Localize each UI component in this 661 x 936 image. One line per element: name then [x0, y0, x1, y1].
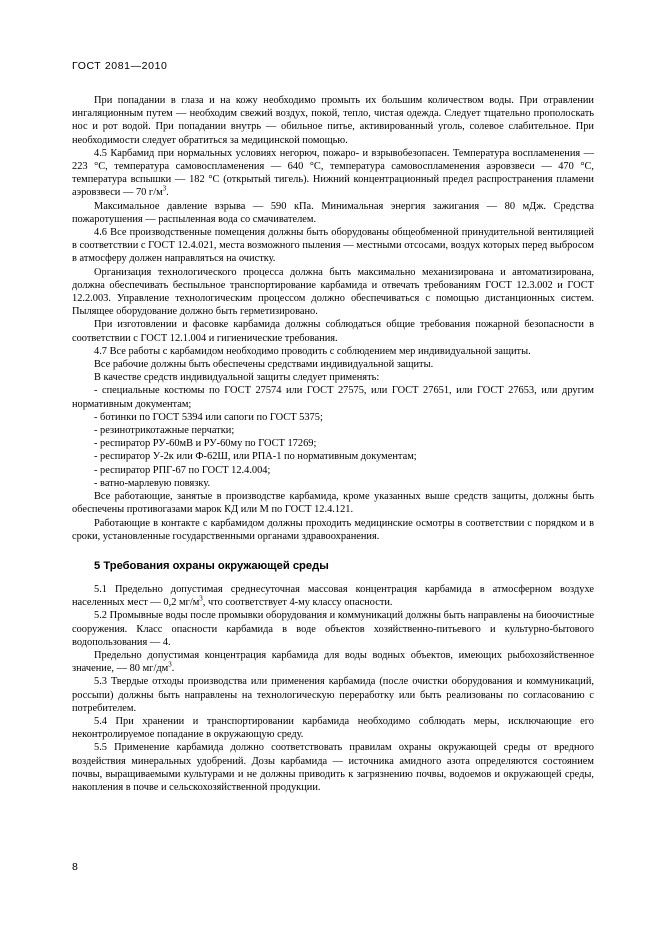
paragraph: Организация технологического процесса должна быть максимально механизирована и автоматизирована, должна обеспечивать беспыльное транспортирование карбамида и отвечать требованиям ГОСТ 12.3.002 и ГОСТ 12.2.003. Управление технологическим процессом должно обеспечиваться с помощью дистанционных систем. Пылящее оборудование должно быть герметизировано. — [72, 266, 594, 318]
paragraph: Работающие в контакте с карбамидом должны проходить медицинские осмотры в соответствии с порядком и в сроки, установленные государственными органами здравоохранения. — [72, 517, 594, 542]
paragraph: 4.6 Все производственные помещения должны быть оборудованы общеобменной принудительной вентиляцией в соответствии с ГОСТ 12.4.021, места возможного пыления — местными отсосами, воздух которых перед выбросом в атмосферу должен направляться на очистку. — [72, 227, 594, 265]
list-item: - респиратор РУ-60мВ и РУ-60му по ГОСТ 17269; — [94, 438, 317, 450]
paragraph: 5.3 Твердые отходы производства или применения карбамида (после очистки оборудования и коммуникаций, россыпи) должны быть направлены на технологическую переработку или быть реализованы по согласованию с потребителем. — [72, 676, 594, 714]
paragraph: Все работающие, занятые в производстве карбамида, кроме указанных выше средств защиты, должны быть обеспечены противогазами марок КД или М по ГОСТ 12.4.121. — [72, 491, 594, 516]
paragraph: Предельно допустимая концентрация карбамида для воды водных объектов, имеющих рыбохозяйственное значение, — 80 $мг/дм^3$. — [72, 649, 594, 675]
page-content — [72, 60, 594, 794]
list-item: - специальные костюмы по ГОСТ 27574 или ГОСТ 27575, или ГОСТ 27651, или ГОСТ 27653, или другим нормативным документам; — [72, 385, 594, 410]
list-item: - ватно-марлевую повязку. — [94, 477, 211, 489]
paragraph: 5.2 Промывные воды после промывки оборудования и коммуникаций должны быть направлены на биоочистные сооружения. Класс опасности карбамида в воде объектов хозяйственно-питьевого и культурно-бытового водопользования — 4. — [72, 610, 594, 648]
paragraph: 5.4 При хранении и транспортировании карбамида необходимо соблюдать меры, исключающие его неконтролируемое попадание в окружающую среду. — [72, 715, 594, 741]
paragraph: При попадании в глаза и на кожу необходимо промыть их большим количеством воды. При отравлении ингаляционным путем — необходим свежий воздух, покой, тепло, чистая одежда. Следует тщательно прополоскать нос и рот водой. При попадании внутрь — обильное питье, активированный уголь, солевое слабительное. При необходимости следует обратиться за медицинской помощью. — [72, 95, 594, 146]
standard-header: ГОСТ 2081—2010 — [72, 60, 168, 72]
list-item: - респиратор РПГ-67 по ГОСТ 12.4.004; — [94, 464, 271, 476]
paragraph: 4.5 Карбамид при нормальных условиях негорюч, пожаро- и взрывобезопасен. Температура воспламенения — 223 °С, температура самовоспламенения — 640 °С, температура самовоспламенения аэровзвеси — 470 °С, температура вспышки — 182 °С (открытый тигель). Нижний концентрационный предел распространения пламени аэровзвеси — 70 $г/м^3$. — [72, 147, 594, 199]
paragraph: 5.1 Предельно допустимая среднесуточная массовая концентрация карбамида в атмосферном воздухе населенных мест — 0,2 $мг/м^3$, что соответствует 4-му классу опасности. — [72, 583, 594, 609]
paragraph: Максимальное давление взрыва — 590 кПа. Минимальная энергия зажигания — 80 мДж. Средства пожаротушения — распыленная вода со смачивателем. — [72, 200, 594, 225]
list-item: - респиратор У-2к или Ф-62Ш, или РПА-1 по нормативным документам; — [94, 451, 417, 463]
paragraph: Все рабочие должны быть обеспечены средствами индивидуальной защиты. — [94, 359, 434, 371]
list-item: - ботинки по ГОСТ 5394 или сапоги по ГОСТ 5375; — [94, 411, 323, 423]
paragraph: При изготовлении и фасовке карбамида должны соблюдаться общие требования пожарной безопасности в соответствии с ГОСТ 12.1.004 и гигиенические требования. — [72, 319, 594, 344]
paragraph: 5.5 Применение карбамида должно соответствовать правилам охраны окружающей среды от вредного воздействия минеральных удобрений. Дозы карбамида — источника амидного азота определяются состоянием почвы, выращиваемыми культурами и не должны приводить к загрязнению почвы, водоемов и окружающей среды, накопления в почве и сельскохозяйственной продукции. — [72, 742, 594, 793]
list-item: - резинотрикотажные перчатки; — [94, 425, 235, 437]
paragraph: 4.7 Все работы с карбамидом необходимо проводить с соблюдением мер индивидуальной защиты. — [94, 345, 531, 357]
page-number: 8 — [72, 861, 78, 873]
section-heading: 5 Требования охраны окружающей среды — [94, 559, 329, 572]
paragraph: В качестве средств индивидуальной защиты следует применять: — [94, 372, 380, 384]
